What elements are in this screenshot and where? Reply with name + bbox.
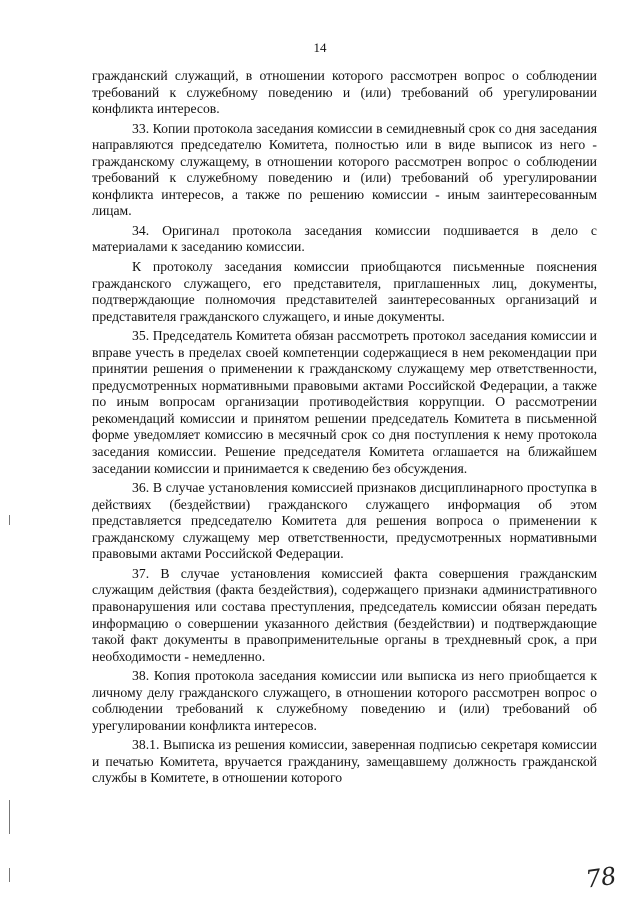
paragraph-continued: гражданский служащий, в отношении которого рассмотрен вопрос о соблюдении требований к служебному поведению и (или) требований об урегулировании конфликта интересов. [92,68,597,117]
paragraph-38: 38. Копия протокола заседания комиссии или выписка из него приобщается к личному делу гражданского служащего, в отношении которого рассмотрен вопрос о соблюдении требований к служебному поведению и (или) требований об урегулировании конфликта интересов. [92,668,597,733]
paragraph-36: 36. В случае установления комиссией признаков дисциплинарного проступка в действиях (бездействии) гражданского служащего информация об этом представляется председателю Комитета для решения вопроса о применении к гражданскому служащему мер ответственности, предусмотренных нормативными правовыми актами Российской Федерации. [92,480,597,562]
document-body [92,68,597,787]
paragraph-35: 35. Председатель Комитета обязан рассмотреть протокол заседания комиссии и вправе учесть в пределах своей компетенции содержащиеся в нем рекомендации при принятии решения о применении к гражданскому служащему мер ответственности, предусмотренных нормативными правовыми актами Российской Федерации, а также по иным вопросам организации противодействия коррупции. О рассмотрении рекомендаций комиссии и принятом решении председатель Комитета в письменной форме уведомляет комиссию в месячный срок со дня поступления к нему протокола заседания комиссии. Решение председателя Комитета оглашается на ближайшем заседании комиссии и принимается к сведению без обсуждения. [92,328,597,476]
paragraph-34: 34. Оригинал протокола заседания комиссии подшивается в дело с материалами к заседанию комиссии. [92,222,597,255]
paragraph-38-1: 38.1. Выписка из решения комиссии, заверенная подписью секретаря комиссии и печатью Комитета, вручается гражданину, замещавшему должность гражданской службы в Комитете, в отношении которого [92,737,597,786]
scan-mark [9,868,10,882]
paragraph-34-attachments: К протоколу заседания комиссии приобщаются письменные пояснения гражданского служащего, его представителя, приглашенных лиц, документы, подтверждающие полномочия представителей заинтересованных организаций и представителя гражданского служащего, и иные документы. [92,259,597,324]
paragraph-33: 33. Копии протокола заседания комиссии в семидневный срок со дня заседания направляются председателю Комитета, полностью или в виде выписок из него - гражданскому служащему, в отношении которого рассмотрен вопрос о соблюдении требований к служебному поведению и (или) требований об урегулировании конфликта интересов, а также по решению комиссии - иным заинтересованным лицам. [92,120,597,219]
page-number: 14 [313,40,327,55]
scan-mark [9,515,10,525]
paragraph-37: 37. В случае установления комиссией факта совершения гражданским служащим действия (факта бездействия), содержащего признаки административного правонарушения или состава преступления, председатель комиссии обязан передать информацию о совершении указанного действия (бездействии) и подтверждающие такой факт документы в правоприменительные органы в трехдневный срок, а при необходимости - немедленно. [92,565,597,664]
scan-mark [9,800,10,834]
handwritten-page-number: 78 [584,861,619,894]
